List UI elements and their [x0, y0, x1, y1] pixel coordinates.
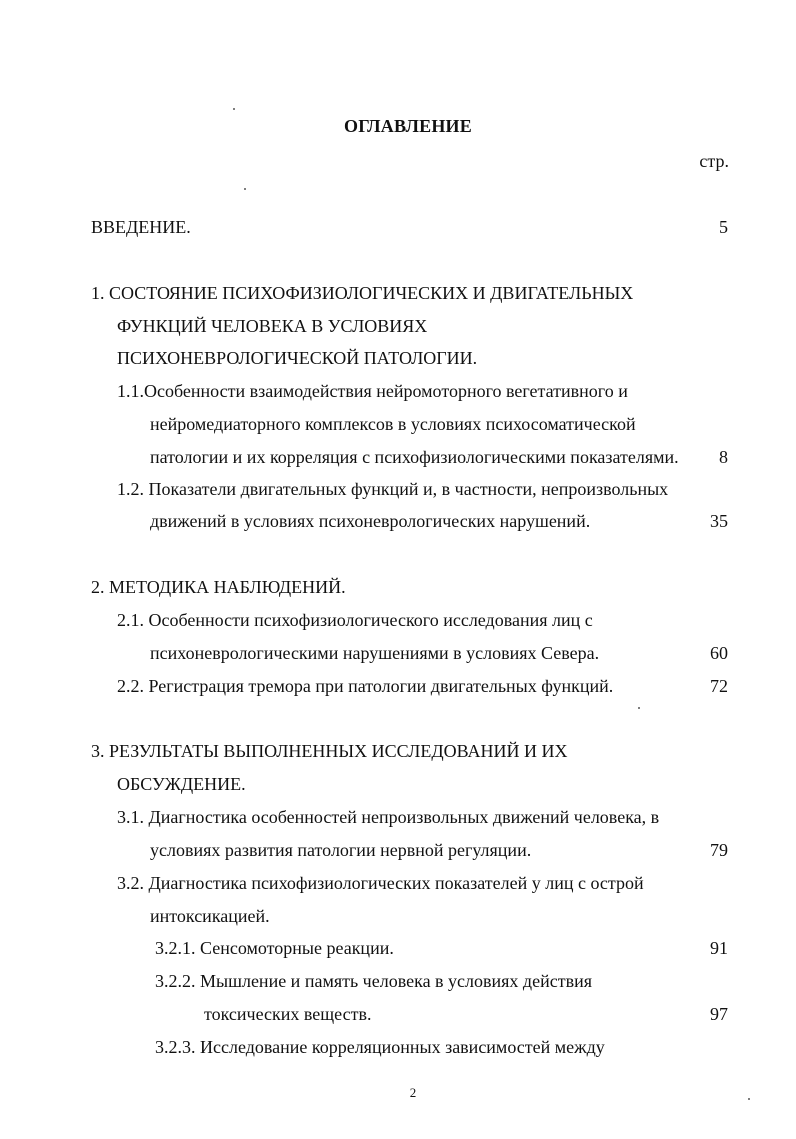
toc-entry-intro: ВВЕДЕНИЕ.: [91, 217, 191, 237]
toc-entry-1-1-line-1: 1.1.Особенности взаимодействия нейромоторного вегетативного и: [117, 381, 628, 401]
toc-page-intro: 5: [719, 217, 728, 237]
toc-entry-1-1-line-2: нейромедиаторного комплексов в условиях психосоматической: [150, 414, 636, 434]
toc-entry-1-line-3: ПСИХОНЕВРОЛОГИЧЕСКОЙ ПАТОЛОГИИ.: [117, 348, 478, 368]
toc-entry-3-line-1: 3. РЕЗУЛЬТАТЫ ВЫПОЛНЕННЫХ ИССЛЕДОВАНИЙ И ИХ: [91, 741, 568, 761]
toc-entry-2-1-line-2: психоневрологическими нарушениями в условиях Севера.: [150, 643, 600, 663]
toc-page-3-1: 79: [710, 840, 728, 860]
toc-entry-1-line-1: 1. СОСТОЯНИЕ ПСИХОФИЗИОЛОГИЧЕСКИХ И ДВИГАТЕЛЬНЫХ: [91, 283, 634, 303]
scan-speck: [244, 188, 246, 190]
scan-speck: [638, 707, 640, 709]
toc-entry-1-1-line-3: патологии и их корреляция с психофизиологическими показателями.: [150, 447, 679, 467]
toc-entry-2-2: 2.2. Регистрация тремора при патологии двигательных функций.: [117, 676, 614, 696]
toc-page-2-2: 72: [710, 676, 728, 696]
toc-entry-1-2-line-2: движений в условиях психоневрологических нарушений.: [150, 511, 591, 531]
toc-entry-3-2-line-1: 3.2. Диагностика психофизиологических показателей у лиц с острой: [117, 873, 644, 893]
toc-entry-3-2-2-line-1: 3.2.2. Мышление и память человека в условиях действия: [155, 971, 592, 991]
page-column-header: стр.: [699, 151, 729, 171]
toc-entry-3-2-line-2: интоксикацией.: [150, 906, 270, 926]
toc-entry-1-2-line-1: 1.2. Показатели двигательных функций и, в частности, непроизвольных: [117, 479, 669, 499]
toc-entry-3-2-3: 3.2.3. Исследование корреляционных зависимостей между: [155, 1037, 605, 1057]
toc-entry-2-1-line-1: 2.1. Особенности психофизиологического исследования лиц с: [117, 610, 593, 630]
toc-page-2-1: 60: [710, 643, 728, 663]
toc-page-3-2-1: 91: [710, 938, 728, 958]
toc-entry-3-line-2: ОБСУЖДЕНИЕ.: [117, 774, 246, 794]
page-title: ОГЛАВЛЕНИЕ: [344, 116, 472, 136]
scan-speck: [233, 108, 235, 110]
toc-entry-3-1-line-2: условиях развития патологии нервной регуляции.: [150, 840, 532, 860]
toc-page-1-2: 35: [710, 511, 728, 531]
toc-entry-2: 2. МЕТОДИКА НАБЛЮДЕНИЙ.: [91, 577, 346, 597]
toc-entry-3-2-1: 3.2.1. Сенсомоторные реакции.: [155, 938, 394, 958]
toc-entry-1-line-2: ФУНКЦИЙ ЧЕЛОВЕКА В УСЛОВИЯХ: [117, 316, 428, 336]
toc-page-3-2-2: 97: [710, 1004, 728, 1024]
footer-page-number: 2: [409, 1085, 417, 1100]
scan-speck: [748, 1098, 750, 1100]
toc-entry-3-1-line-1: 3.1. Диагностика особенностей непроизвольных движений человека, в: [117, 807, 660, 827]
toc-page-1-1: 8: [719, 447, 728, 467]
toc-entry-3-2-2-line-2: токсических веществ.: [204, 1004, 372, 1024]
